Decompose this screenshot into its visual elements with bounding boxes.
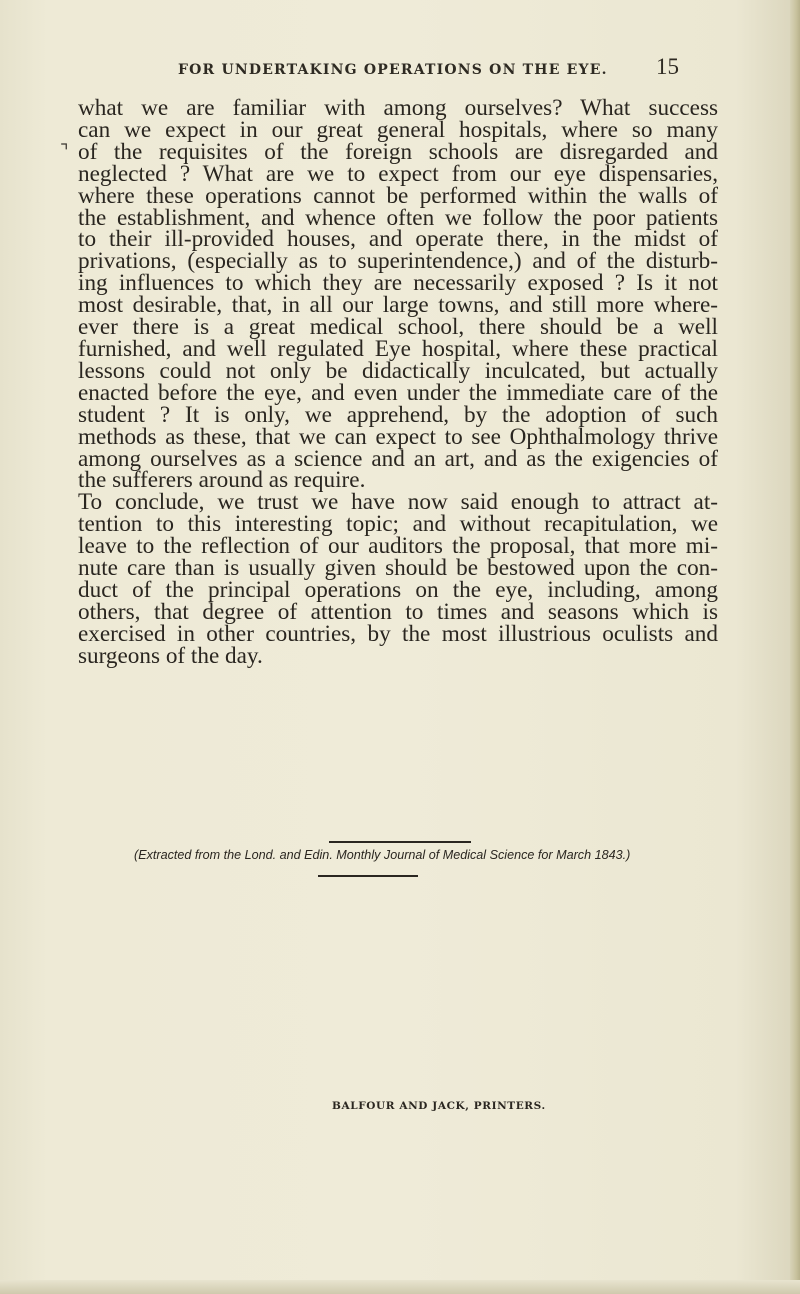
page-number: 15: [656, 54, 679, 79]
text-line: ing influences to which they are necessarily exposed ? Is it not: [78, 270, 718, 297]
text-line: student ? It is only, we apprehend, by the adoption of such: [78, 401, 718, 428]
text-line: surgeons of the day.: [78, 642, 263, 669]
text-line: privations, (especially as to superintendence,) and of the disturb-: [78, 248, 718, 275]
text-line: leave to the reflection of our auditors the proposal, that more mi-: [78, 533, 718, 560]
text-line: lessons could not only be didactically inculcated, but actually: [78, 357, 718, 384]
text-line: enacted before the eye, and even under the immediate care of the: [78, 379, 718, 406]
text-line: to their ill-provided houses, and operate there, in the midst of: [78, 226, 718, 253]
text-line: can we expect in our great general hospitals, where so many: [78, 116, 718, 143]
text-line: exercised in other countries, by the most illustrious oculists and: [78, 620, 718, 647]
text-line: where these operations cannot be performed within the walls of: [78, 182, 718, 209]
text-line: among ourselves as a science and an art, and as the exigencies of: [78, 445, 718, 472]
text-line: To conclude, we trust we have now said enough to attract at-: [78, 489, 718, 516]
margin-pencil-mark: ⌝: [60, 141, 69, 161]
text-line: most desirable, that, in all our large towns, and still more where-: [78, 292, 718, 319]
text-line: ever there is a great medical school, there should be a well: [78, 314, 718, 341]
text-line: neglected ? What are we to expect from our eye dispensaries,: [78, 160, 718, 187]
divider-rule-top: [329, 841, 471, 843]
text-line: others, that degree of attention to times and seasons which is: [78, 598, 718, 625]
page-edge-right: [790, 0, 800, 1294]
text-line: what we are familiar with among ourselves? What success: [78, 95, 718, 121]
text-line: duct of the principal operations on the eye, including, among: [78, 576, 718, 603]
text-line: methods as these, that we can expect to see Ophthalmology thrive: [78, 423, 718, 450]
running-title: FOR UNDERTAKING OPERATIONS ON THE EYE.: [178, 62, 608, 78]
text-line: tention to this interesting topic; and without recapitulation, we: [78, 511, 718, 538]
text-line: the establishment, and whence often we follow the poor patients: [78, 204, 718, 231]
text-line: furnished, and well regulated Eye hospital, where these practical: [78, 335, 718, 362]
text-line: of the requisites of the foreign schools are disregarded and: [78, 138, 718, 165]
source-citation: (Extracted from the Lond. and Edin. Monthly Journal of Medical Science for March 1843.): [134, 848, 631, 862]
text-line: the sufferers around as require.: [78, 467, 366, 494]
text-line: nute care than is usually given should be bestowed upon the con-: [78, 555, 718, 582]
page-edge-bottom: [0, 1280, 800, 1294]
printer-imprint: BALFOUR AND JACK, PRINTERS.: [332, 1100, 546, 1112]
body-text: [78, 95, 718, 669]
divider-rule-bottom: [318, 875, 418, 877]
